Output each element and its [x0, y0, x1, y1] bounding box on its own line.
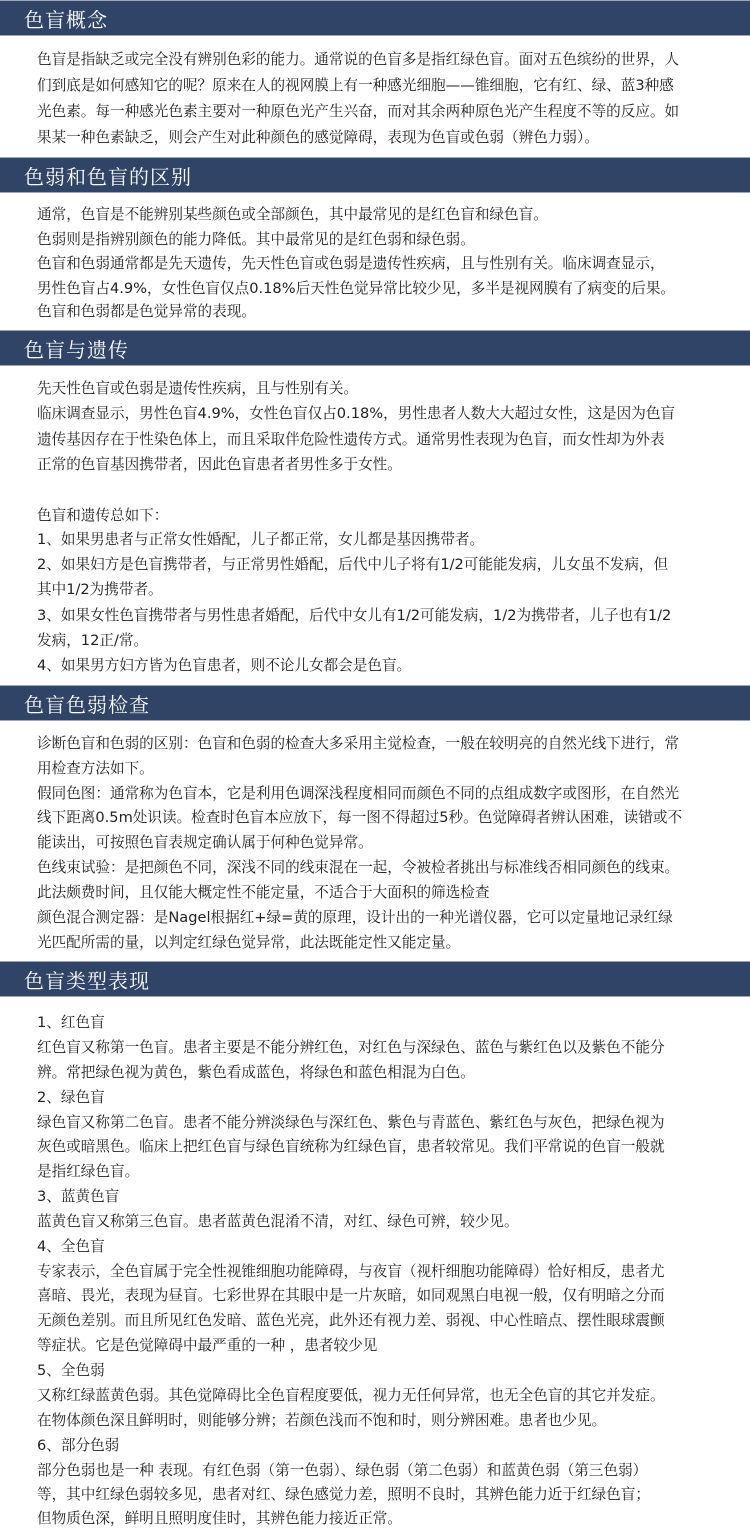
paragraph-line: 色线束试验：是把颜色不同，深浅不同的线束混在一起，令被检者挑出与标准线否相同颜色的线束。	[37, 859, 680, 876]
paragraph-line: 4、全色盲	[37, 1238, 105, 1255]
paragraph-line: 正常的色盲基因携带者，因此色盲患者者男性多于女性。	[37, 456, 402, 473]
section-header-examination	[0, 685, 750, 721]
paragraph-line: 临床调查显示，男性色盲4.9%，女性色盲仅占0.18%，男性患者人数大大超过女性，这是因为色盲	[37, 405, 676, 422]
paragraph-line: 等症状。它是色觉障碍中最严重的一种 ，患者较少见	[37, 1337, 378, 1354]
paragraph-line: 又称红绿蓝黄色弱。其色觉障碍比全色盲程度要低，视力无任何异常，也无全色盲的其它并发症。	[37, 1387, 665, 1404]
paragraph-line: 先天性色盲或色弱是遗传性疾病，且与性别有关。	[37, 380, 359, 397]
paragraph-line: 遗传基因存在于性染色体上，而且采取伴危险性遗传方式。通常男性表现为色盲，而女性却为外表	[37, 431, 665, 448]
paragraph-line: 色盲和遗传总如下：	[37, 507, 169, 524]
paragraph-line: 2、绿色盲	[37, 1089, 105, 1106]
section-title: 色盲概念	[24, 7, 108, 32]
paragraph-line: 色盲和色弱通常都是先天遗传，先天性色盲或色弱是遗传性疾病，且与性别有关。临床调查显示，	[37, 255, 665, 272]
section-header-types	[0, 961, 750, 997]
paragraph-line: 3、如果女性色盲携带者与男性患者婚配，后代中女儿有1/2可能发病，1/2为携带者，儿子也有1/2	[37, 607, 672, 624]
paragraph-line: 蓝黄色盲又称第三色盲。患者蓝黄色混淆不清，对红、绿色可辨，较少见。	[37, 1213, 519, 1230]
paragraph-line: 色盲和色弱都是色觉异常的表现。	[37, 303, 256, 320]
paragraph-line: 5、全色弱	[37, 1362, 105, 1379]
section-header-difference	[0, 157, 750, 193]
section-title: 色盲色弱检查	[24, 692, 150, 717]
paragraph-line: 绿色盲又称第二色盲。患者不能分辨淡绿色与深红色、紫色与青蓝色、紫红色与灰色，把绿色视为	[37, 1114, 665, 1131]
paragraph-line: 3、蓝黄色盲	[37, 1188, 120, 1205]
section-title: 色弱和色盲的区别	[24, 164, 192, 189]
paragraph-line: 色弱则是指辨别颜色的能力降低。其中最常见的是红色弱和绿色弱。	[37, 231, 475, 248]
section-header-concept	[0, 0, 750, 36]
paragraph-line: 果某一种色素缺乏，则会产生对此种颜色的感觉障碍，表现为色盲或色弱（辨色力弱）。	[37, 129, 599, 146]
paragraph-line: 诊断色盲和色弱的区别：色盲和色弱的检查大多采用主觉检查，一般在较明亮的自然光线下进行，常	[37, 735, 680, 752]
paragraph-line: 色盲是指缺乏或完全没有辨别色彩的能力。通常说的色盲多是指红绿色盲。面对五色缤纷的世界，人	[37, 51, 680, 68]
paragraph-line: 用检查方法如下。	[37, 760, 154, 777]
paragraph-line: 专家表示，全色盲属于完全性视锥细胞功能障碍，与夜盲（视杆细胞功能障碍）恰好相反，患者尤	[37, 1263, 665, 1280]
paragraph-line: 6、部分色弱	[37, 1437, 120, 1454]
paragraph-line: 发病，12正/常。	[37, 632, 149, 649]
paragraph-line: 2、如果妇方是色盲携带者，与正常男性婚配，后代中儿子将有1/2可能能发病，儿女虽不发病，但	[37, 556, 669, 573]
paragraph-line: 光匹配所需的量，以判定红绿色觉异常，此法既能定性又能定量。	[37, 934, 461, 951]
paragraph-line: 1、红色盲	[37, 1014, 105, 1031]
paragraph-line: 红色盲又称第一色盲。患者主要是不能分辨红色，对红色与深绿色、蓝色与紫红色以及紫色不能分	[37, 1039, 665, 1056]
paragraph-line: 此法颇费时间，且仅能大概定性不能定量，不适合于大面积的筛选检查	[37, 884, 490, 901]
paragraph-line: 是指红绿色盲。	[37, 1163, 140, 1180]
paragraph-line: 但物质色深，鲜明且照明度佳时，其辨色能力接近正常。	[37, 1510, 402, 1527]
paragraph-line: 辨。常把绿色视为黄色，紫色看成蓝色，将绿色和蓝色相混为白色。	[37, 1064, 475, 1081]
paragraph-line: 4、如果男方妇方皆为色盲患者，则不论儿女都会是色盲。	[37, 657, 412, 674]
section-header-heredity	[0, 330, 750, 366]
paragraph-line: 其中1/2为携带者。	[37, 581, 163, 598]
paragraph-line: 颜色混合测定器：是Nagel根据红+绿=黄的原理，设计出的一种光谱仪器，它可以定量地记录红绿	[37, 909, 673, 926]
paragraph-line: 在物体颜色深且鲜明时，则能够分辨；若颜色浅而不饱和时，则分辨困难。患者也少见。	[37, 1412, 607, 1429]
paragraph-line: 男性色盲占4.9%，女性色盲仅点0.18%后天性色觉异常比较少见，多半是视网膜有了病变的后果。	[37, 280, 676, 297]
paragraph-line: 喜暗、畏光，表现为昼盲。七彩世界在其眼中是一片灰暗，如同观黑白电视一般，仅有明暗之分而	[37, 1287, 665, 1304]
paragraph-line: 线下距离0.5m处识读。检查时色盲本应放下，每一图不得超过5秒。色觉障碍者辨认困难，读错或不	[37, 809, 683, 826]
paragraph-line: 通常，色盲是不能辨别某些颜色或全部颜色，其中最常见的是红色盲和绿色盲。	[37, 206, 548, 223]
paragraph-line: 等，其中红绿色弱较多见，患者对红、绿色感觉力差，照明不良时，其辨色能力近于红绿色盲；	[37, 1486, 650, 1503]
paragraph-line: 灰色或暗黑色。临床上把红色盲与绿色盲统称为红绿色盲，患者较常见。我们平常说的色盲一般就	[37, 1138, 665, 1155]
paragraph-line: 们到底是如何感知它的呢？原来在人的视网膜上有一种感光细胞——锥细胞，它有红、绿、蓝3种感	[37, 77, 674, 94]
paragraph-line: 部分色弱也是一种 表现。有红色弱（第一色弱）、绿色弱（第二色弱）和蓝黄色弱（第三色弱）	[37, 1462, 648, 1479]
section-title: 色盲与遗传	[24, 337, 129, 362]
paragraph-line: 能读出，可按照色盲表规定确认属于何种色觉异常。	[37, 834, 373, 851]
paragraph-line: 光色素。每一种感光色素主要对一种原色光产生兴奋，而对其余两种原色光产生程度不等的反应。如	[37, 103, 680, 120]
section-title: 色盲类型表现	[24, 968, 150, 993]
paragraph-line: 1、如果男患者与正常女性婚配，儿子都正常，女儿都是基因携带者。	[37, 531, 485, 548]
paragraph-line: 无颜色差别。而且所见红色发暗、蓝色光亮，此外还有视力差、弱视、中心性暗点、摆性眼球震颤	[37, 1312, 665, 1329]
paragraph-line: 假同色图：通常称为色盲本，它是利用色调深浅程度相同而颜色不同的点组成数字或图形，在自然光	[37, 785, 680, 802]
